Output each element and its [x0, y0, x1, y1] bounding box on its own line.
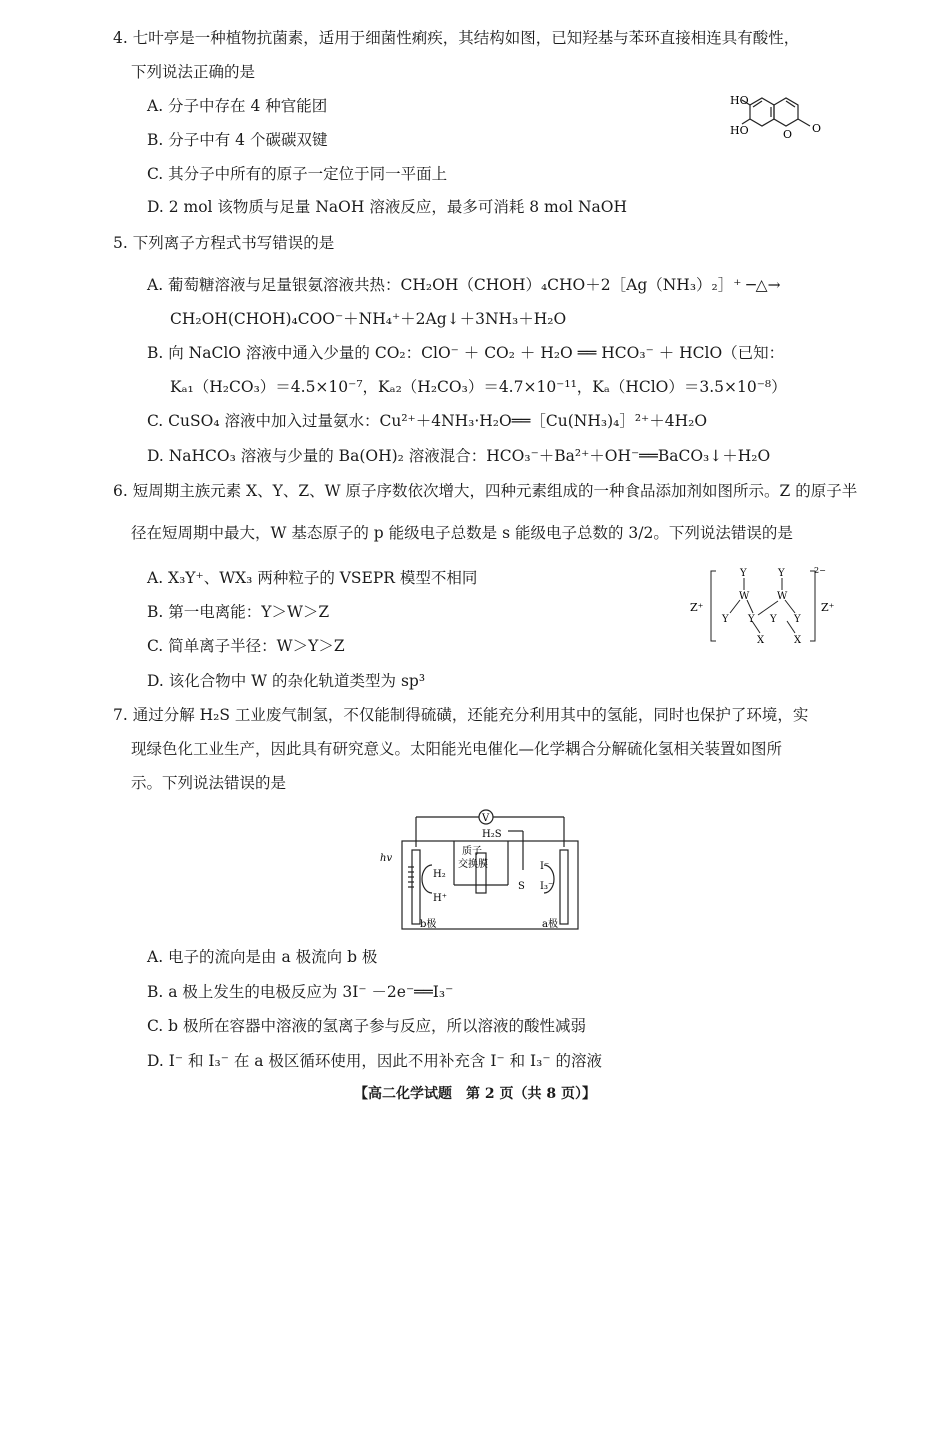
q7-fig-triiodide: I₃⁻ — [540, 881, 554, 892]
q5-option-b-line2: Kₐ₁（H₂CO₃）＝4.5×10⁻⁷，Kₐ₂（H₂CO₃）＝4.7×10⁻¹¹，Kₐ（HClO）＝3.5×10⁻⁸） — [170, 378, 787, 396]
q6-fig-y: Y — [778, 568, 785, 579]
q6-option-b: B. 第一电离能：Y＞W＞Z — [147, 603, 330, 621]
q4-fig-ho-bottom: HO — [730, 124, 749, 137]
q6-fig-y: Y — [748, 614, 755, 625]
q5-option-c: C. CuSO₄ 溶液中加入过量氨水：Cu²⁺＋4NH₃·H₂O══［Cu(NH₃)₄］²⁺＋4H₂O — [147, 412, 708, 430]
q6-option-a: A. X₃Y⁺、WX₃ 两种粒子的 VSEPR 模型不相同 — [147, 569, 478, 587]
q6-option-c: C. 简单离子半径：W＞Y＞Z — [147, 637, 345, 655]
q6-fig-charge: 2− — [814, 566, 826, 575]
q6-fig-z-left: Z⁺ — [690, 601, 704, 614]
q5-stem: 5. 下列离子方程式书写错误的是 — [113, 234, 335, 252]
q7-stem-line3: 示。下列说法错误的是 — [131, 774, 287, 792]
q6-fig-x: X — [794, 635, 802, 646]
q4-option-b: B. 分子中有 4 个碳碳双键 — [147, 131, 328, 149]
q7-fig-h2: H₂ — [433, 869, 446, 880]
page-footer: 【高二化学试题 第 2 页（共 8 页）】 — [354, 1086, 596, 1102]
q7-fig-hplus: H⁺ — [433, 893, 447, 904]
q5-option-b-line1: B. 向 NaClO 溶液中通入少量的 CO₂：ClO⁻ ＋ CO₂ ＋ H₂O ══ HCO₃⁻ ＋ HClO（已知： — [147, 344, 785, 362]
q7-fig-hv: hv — [380, 853, 393, 864]
q7-fig-sulfur: S — [518, 881, 525, 892]
q6-option-d: D. 该化合物中 W 的杂化轨道类型为 sp³ — [147, 672, 426, 690]
q7-fig-h2s: H₂S — [482, 829, 502, 840]
q6-fig-y: Y — [740, 568, 747, 579]
q7-stem-line2: 现绿色化工业生产，因此具有研究意义。太阳能光电催化—化学耦合分解硫化氢相关装置如图所 — [131, 740, 783, 758]
q7-fig-membrane-line2: 交换膜 — [458, 859, 488, 870]
q7-option-a: A. 电子的流向是由 a 极流向 b 极 — [147, 948, 378, 966]
q6-fig-z-right: Z⁺ — [821, 601, 835, 614]
q6-fig-w: W — [739, 591, 750, 602]
q4-fig-ring-o: O — [783, 128, 793, 141]
q4-stem-line1: 4. 七叶亭是一种植物抗菌素，适用于细菌性痢疾，其结构如图，已知羟基与苯环直接相连具有酸性， — [113, 29, 800, 47]
q7-fig-iodide: I⁻ — [540, 861, 550, 872]
q7-fig-membrane-line1: 质子 — [462, 846, 482, 857]
q5-option-a-line1: A. 葡萄糖溶液与足量银氨溶液共热：CH₂OH（CHOH）₄CHO＋2［Ag（NH₃）₂］⁺ ─△→ — [147, 276, 781, 294]
q7-fig-b-electrode: b极 — [420, 919, 437, 930]
q7-option-b: B. a 极上发生的电极反应为 3I⁻ －2e⁻══I₃⁻ — [147, 983, 454, 1001]
q4-option-d: D. 2 mol 该物质与足量 NaOH 溶液反应，最多可消耗 8 mol NaOH — [147, 198, 627, 216]
q6-fig-w: W — [777, 591, 788, 602]
q6-stem-line1: 6. 短周期主族元素 X、Y、Z、W 原子序数依次增大，四种元素组成的一种食品添加剂如图所示。Z 的原子半 — [113, 482, 858, 500]
q4-option-a: A. 分子中存在 4 种官能团 — [147, 97, 328, 115]
q4-fig-ho-top: HO — [730, 94, 749, 107]
q7-stem-line1: 7. 通过分解 H₂S 工业废气制氢，不仅能制得硫磺，还能充分利用其中的氢能，同时也保护了环境，实 — [113, 706, 809, 724]
q6-fig-y: Y — [722, 614, 729, 625]
q5-option-d: D. NaHCO₃ 溶液与少量的 Ba(OH)₂ 溶液混合：HCO₃⁻＋Ba²⁺＋OH⁻══BaCO₃↓＋H₂O — [147, 447, 771, 465]
q4-stem-line2: 下列说法正确的是 — [131, 63, 256, 81]
q7-option-d: D. I⁻ 和 I₃⁻ 在 a 极区循环使用，因此不用补充含 I⁻ 和 I₃⁻ 的溶液 — [147, 1052, 602, 1070]
q6-stem-line2: 径在短周期中最大，W 基态原子的 p 能级电子总数是 s 能级电子总数的 3/2。下列说法错误的是 — [131, 524, 793, 542]
q7-apparatus-figure — [378, 805, 580, 935]
q7-fig-a-electrode: a极 — [542, 919, 558, 930]
q7-fig-voltmeter: V — [482, 813, 490, 824]
q5-option-a-line2: CH₂OH(CHOH)₄COO⁻＋NH₄⁺＋2Ag↓＋3NH₃＋H₂O — [170, 310, 567, 328]
q4-fig-carbonyl-o: O — [812, 122, 822, 135]
q6-fig-y: Y — [770, 614, 777, 625]
q6-fig-x: X — [757, 635, 765, 646]
q4-structure-figure — [728, 88, 840, 148]
q6-fig-y: Y — [794, 614, 801, 625]
q7-option-c: C. b 极所在容器中溶液的氢离子参与反应，所以溶液的酸性减弱 — [147, 1017, 587, 1035]
q6-structure-figure — [690, 565, 842, 647]
q4-option-c: C. 其分子中所有的原子一定位于同一平面上 — [147, 165, 448, 183]
